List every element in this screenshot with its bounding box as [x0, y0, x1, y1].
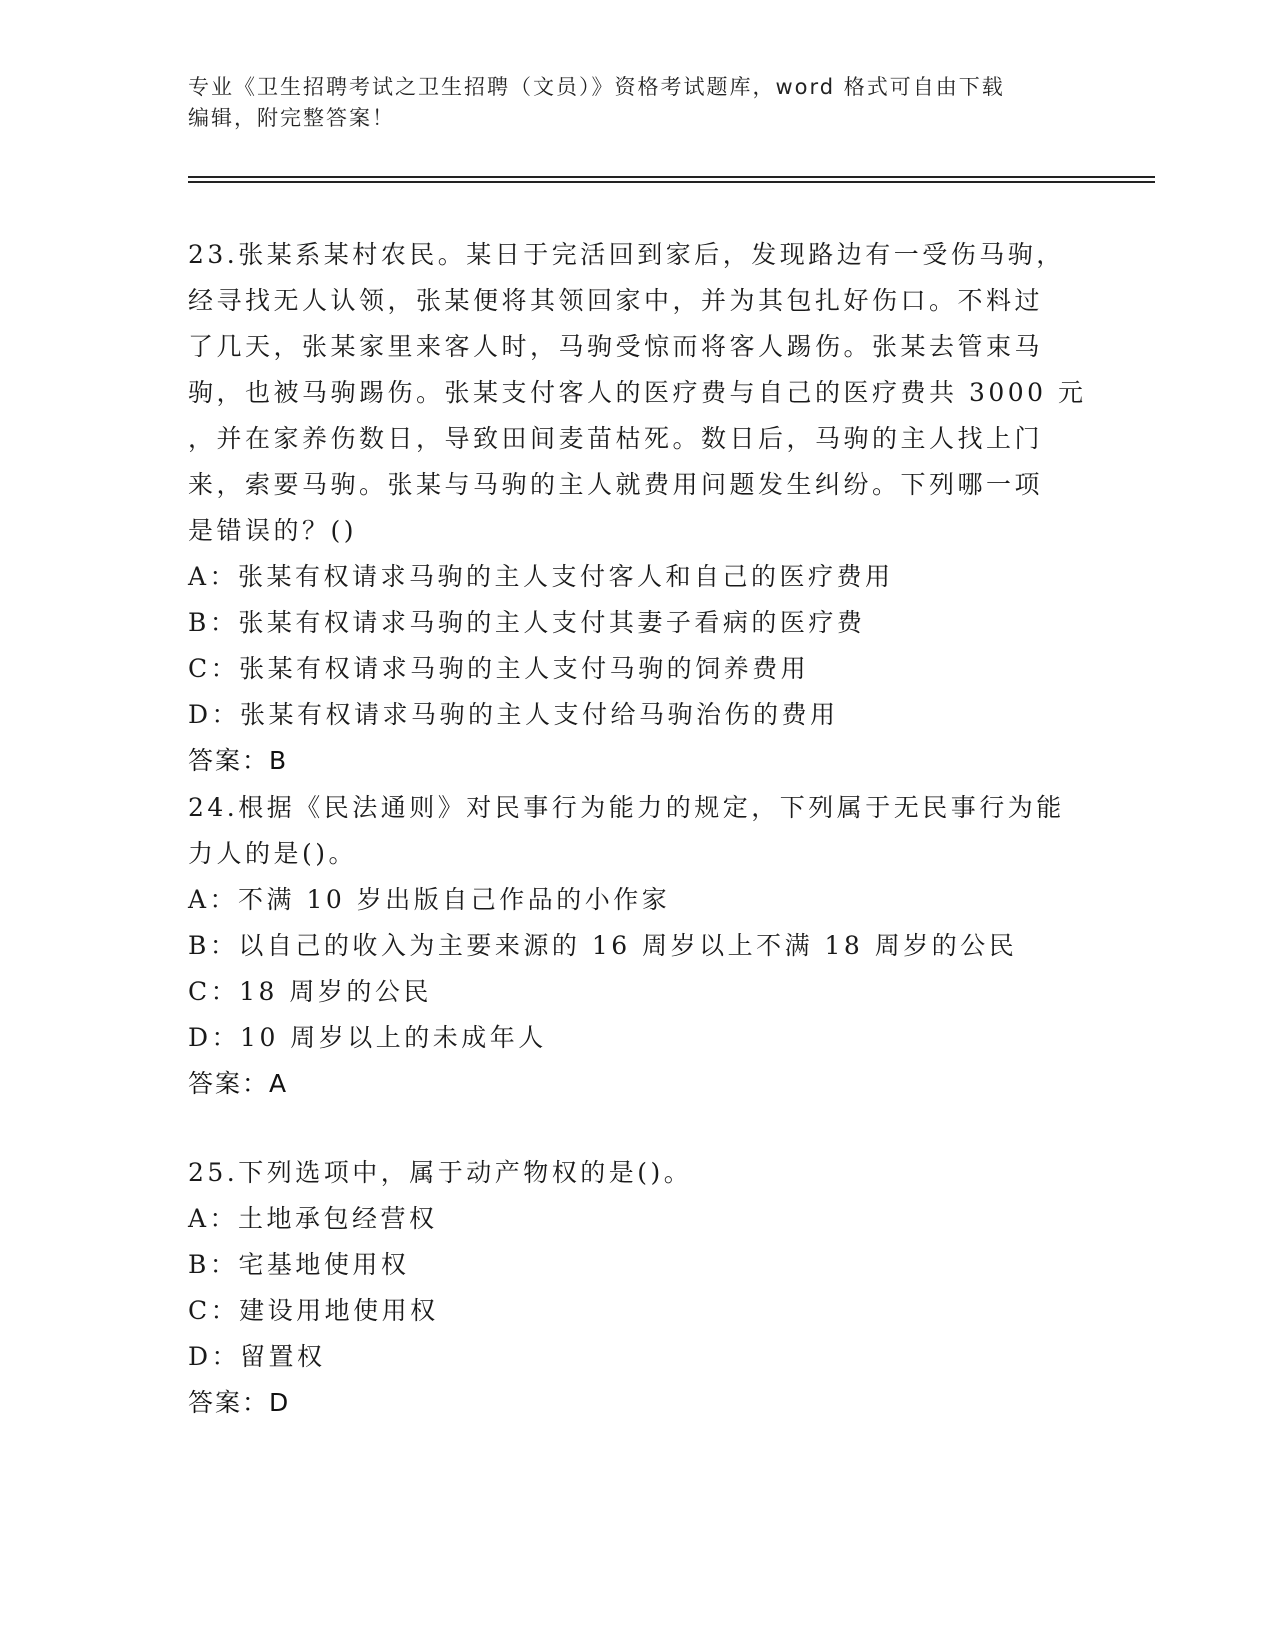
answer-line: 答案：A — [188, 1069, 289, 1098]
header-rule-top — [188, 176, 1155, 178]
option-d: D：10 周岁以上的未成年人 — [188, 1023, 547, 1052]
header-line-1: 专业《卫生招聘考试之卫生招聘（文员）》资格考试题库，word 格式可自由下载 — [188, 75, 1005, 99]
option-b: B：宅基地使用权 — [188, 1250, 410, 1279]
option-b: B：以自己的收入为主要来源的 16 周岁以上不满 18 周岁的公民 — [188, 931, 1018, 960]
question-text-line: 驹，也被马驹踢伤。张某支付客人的医疗费与自己的医疗费共 3000 元 — [188, 378, 1087, 407]
option-c: C：张某有权请求马驹的主人支付马驹的饲养费用 — [188, 654, 810, 683]
question-text-line: 25.下列选项中，属于动产物权的是()。 — [188, 1158, 693, 1187]
question-text-line: 来，索要马驹。张某与马驹的主人就费用问题发生纠纷。下列哪一项 — [188, 470, 1044, 499]
option-a: A：土地承包经营权 — [188, 1204, 438, 1233]
question-23 — [188, 232, 1088, 784]
question-text-line: 23.张某系某村农民。某日于完活回到家后，发现路边有一受伤马驹， — [188, 240, 1065, 269]
question-text-line: 是错误的？() — [188, 516, 358, 545]
question-text-line: 力人的是()。 — [188, 839, 358, 868]
option-c: C：18 周岁的公民 — [188, 977, 432, 1006]
header-line-2: 编辑，附完整答案！ — [188, 106, 395, 130]
option-b: B：张某有权请求马驹的主人支付其妻子看病的医疗费 — [188, 608, 866, 637]
option-c: C：建设用地使用权 — [188, 1296, 439, 1325]
option-d: D：留置权 — [188, 1342, 326, 1371]
question-text-line: 经寻找无人认领，张某便将其领回家中，并为其包扎好伤口。不料过 — [188, 286, 1044, 315]
question-text-line: 24.根据《民法通则》对民事行为能力的规定，下列属于无民事行为能 — [188, 793, 1065, 822]
document-header — [188, 72, 1088, 134]
option-d: D：张某有权请求马驹的主人支付给马驹治伤的费用 — [188, 700, 839, 729]
option-a: A：张某有权请求马驹的主人支付客人和自己的医疗费用 — [188, 562, 894, 591]
question-text-line: 了几天，张某家里来客人时，马驹受惊而将客人踢伤。张某去管束马 — [188, 332, 1044, 361]
question-text-line: ，并在家养伤数日，导致田间麦苗枯死。数日后，马驹的主人找上门 — [188, 424, 1044, 453]
answer-line: 答案：D — [188, 1388, 291, 1417]
answer-line: 答案：B — [188, 746, 289, 775]
question-24 — [188, 785, 1088, 1107]
header-rule-bottom — [188, 181, 1155, 183]
option-a: A：不满 10 岁出版自己作品的小作家 — [188, 885, 671, 914]
question-25 — [188, 1150, 1088, 1426]
